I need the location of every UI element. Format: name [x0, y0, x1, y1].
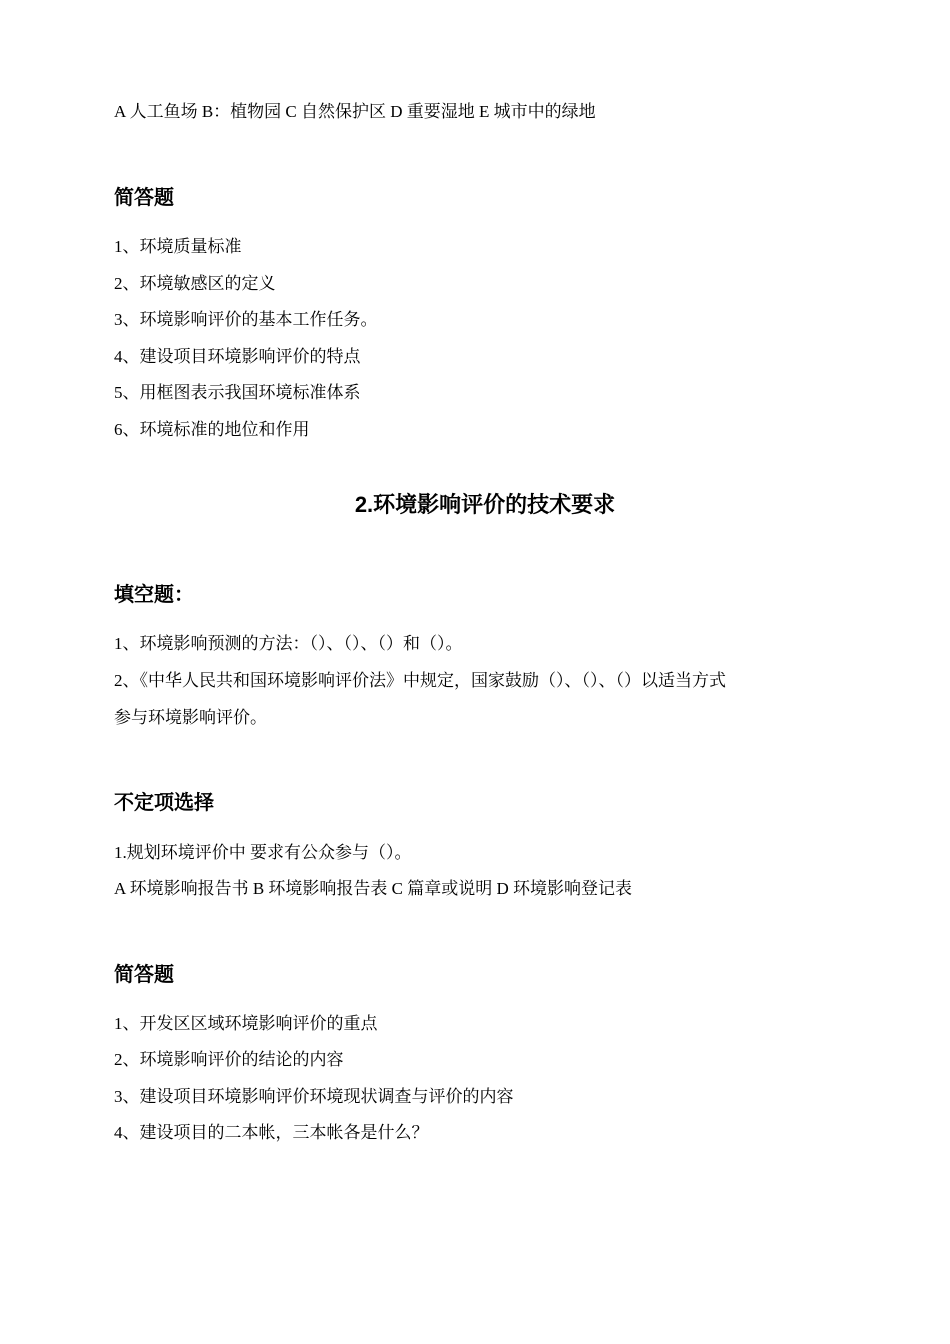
- question-item: 4、建设项目的二本帐，三本帐各是什么？: [114, 1123, 429, 1142]
- question-item: 6、环境标准的地位和作用: [114, 420, 310, 439]
- question-item: 2、环境敏感区的定义: [114, 274, 276, 293]
- choice-options-line: A 人工鱼场 B：植物园 C 自然保护区 D 重要湿地 E 城市中的绿地: [114, 102, 596, 121]
- question-item-continuation: 参与环境影响评价。: [114, 708, 267, 727]
- question-item: 3、环境影响评价的基本工作任务。: [114, 310, 378, 329]
- question-item: 1、环境质量标准: [114, 237, 242, 256]
- short-answer-heading: 简答题: [114, 187, 174, 209]
- question-item: 1、环境影响预测的方法：（）、（）、（）和（）。: [114, 634, 463, 653]
- question-item: 5、用框图表示我国环境标准体系: [114, 383, 361, 402]
- question-item: 1.规划环境评价中 要求有公众参与（）。: [114, 843, 412, 862]
- question-item: 4、建设项目环境影响评价的特点: [114, 347, 361, 366]
- chapter-title: 2.环境影响评价的技术要求: [354, 492, 616, 517]
- question-item: 2、《中华人民共和国环境影响评价法》中规定，国家鼓励（）、（）、（）以适当方式: [114, 671, 726, 690]
- fill-blank-heading: 填空题：: [114, 584, 194, 606]
- choice-options-line: A 环境影响报告书 B 环境影响报告表 C 篇章或说明 D 环境影响登记表: [114, 879, 633, 898]
- question-item: 3、建设项目环境影响评价环境现状调查与评价的内容: [114, 1087, 514, 1106]
- question-item: 1、开发区区域环境影响评价的重点: [114, 1014, 378, 1033]
- question-item: 2、环境影响评价的结论的内容: [114, 1050, 344, 1069]
- short-answer-heading: 简答题: [114, 964, 174, 986]
- multiple-choice-heading: 不定项选择: [114, 792, 214, 814]
